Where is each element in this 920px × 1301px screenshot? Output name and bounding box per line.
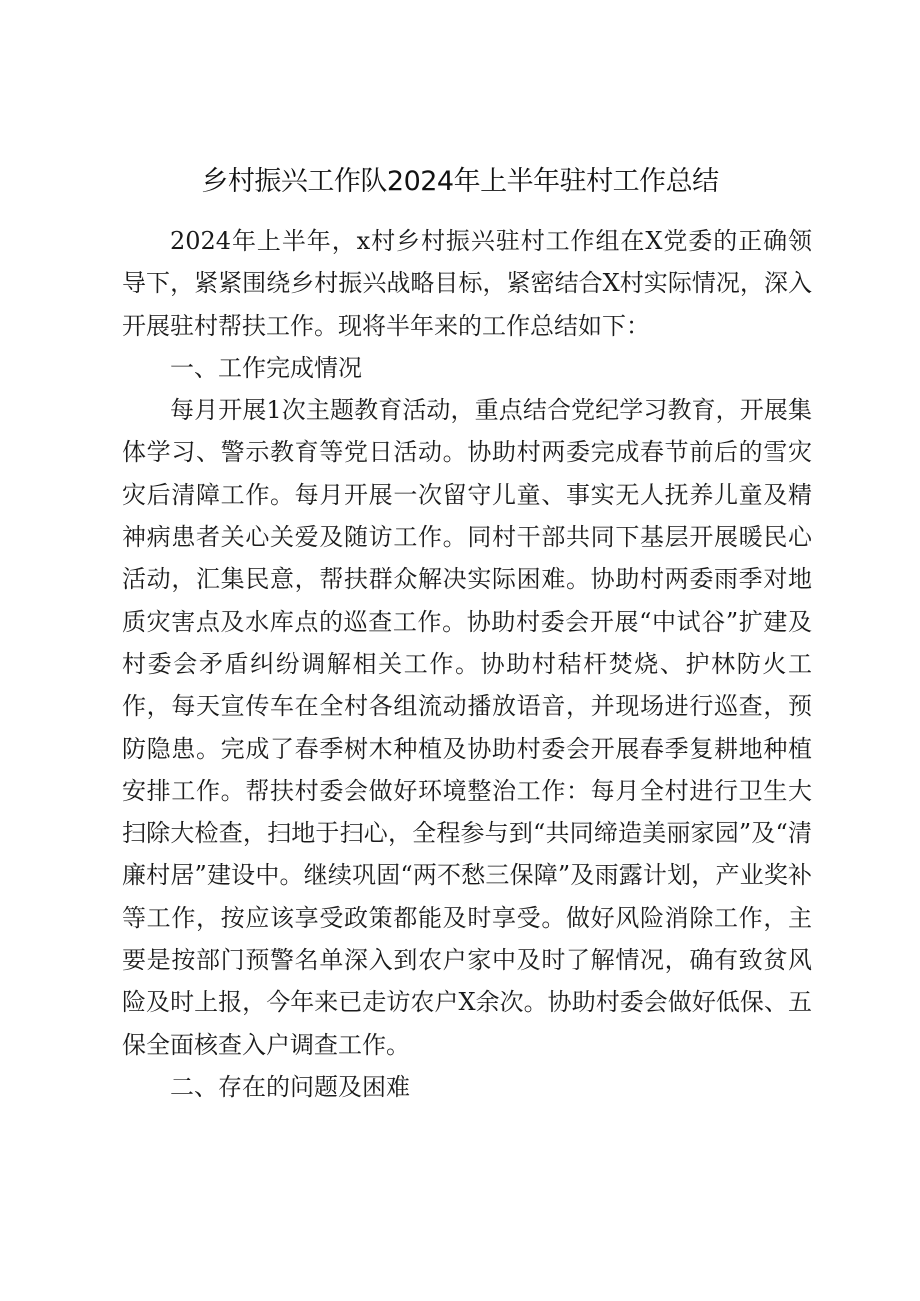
section-heading-work-completion: 一、工作完成情况 [170,353,362,382]
document-title: 乡村振兴工作队2024年上半年驻村工作总结 [201,166,719,197]
work-completion-paragraph: 每月开展1次主题教育活动，重点结合党纪学习教育，开展集体学习、警示教育等党日活动。协助村两委完成春节前后的雪灾灾后清障工作。每月开展一次留守儿童、事实无人抚养儿童及精神病患者关心关爱及随访工作。同村干部共同下基层开展暖民心活动，汇集民意，帮扶群众解决实际困难。协助村两委雨季对地质灾害点及水库点的巡查工作。协助村委会开展“中试谷”扩建及村委会矛盾纠纷调解相关工作。协助村秸杆焚烧、护林防火工作，每天宣传车在全村各组流动播放语音，并现场进行巡查，预防隐患。完成了春季树木种植及协助村委会开展春季复耕地种植安排工作。帮扶村委会做好环境整治工作：每月全村进行卫生大扫除大检查，扫地于扫心，全程参与到“共同缔造美丽家园”及“清廉村居”建设中。继续巩固“两不愁三保障”及雨露计划，产业奖补等工作，按应该享受政策都能及时享受。做好风险消除工作，主要是按部门预警名单深入到农户家中及时了解情况，确有致贫风险及时上报，今年来已走访农户X余次。协助村委会做好低保、五保全面核查入户调查工作。 [122,396,812,1059]
section-heading-problems: 二、存在的问题及困难 [170,1072,410,1101]
document-body [122,220,812,1108]
intro-paragraph: 2024年上半年，x村乡村振兴驻村工作组在X党委的正确领导下，紧紧围绕乡村振兴战略目标，紧密结合X村实际情况，深入开展驻村帮扶工作。现将半年来的工作总结如下： [122,227,812,340]
